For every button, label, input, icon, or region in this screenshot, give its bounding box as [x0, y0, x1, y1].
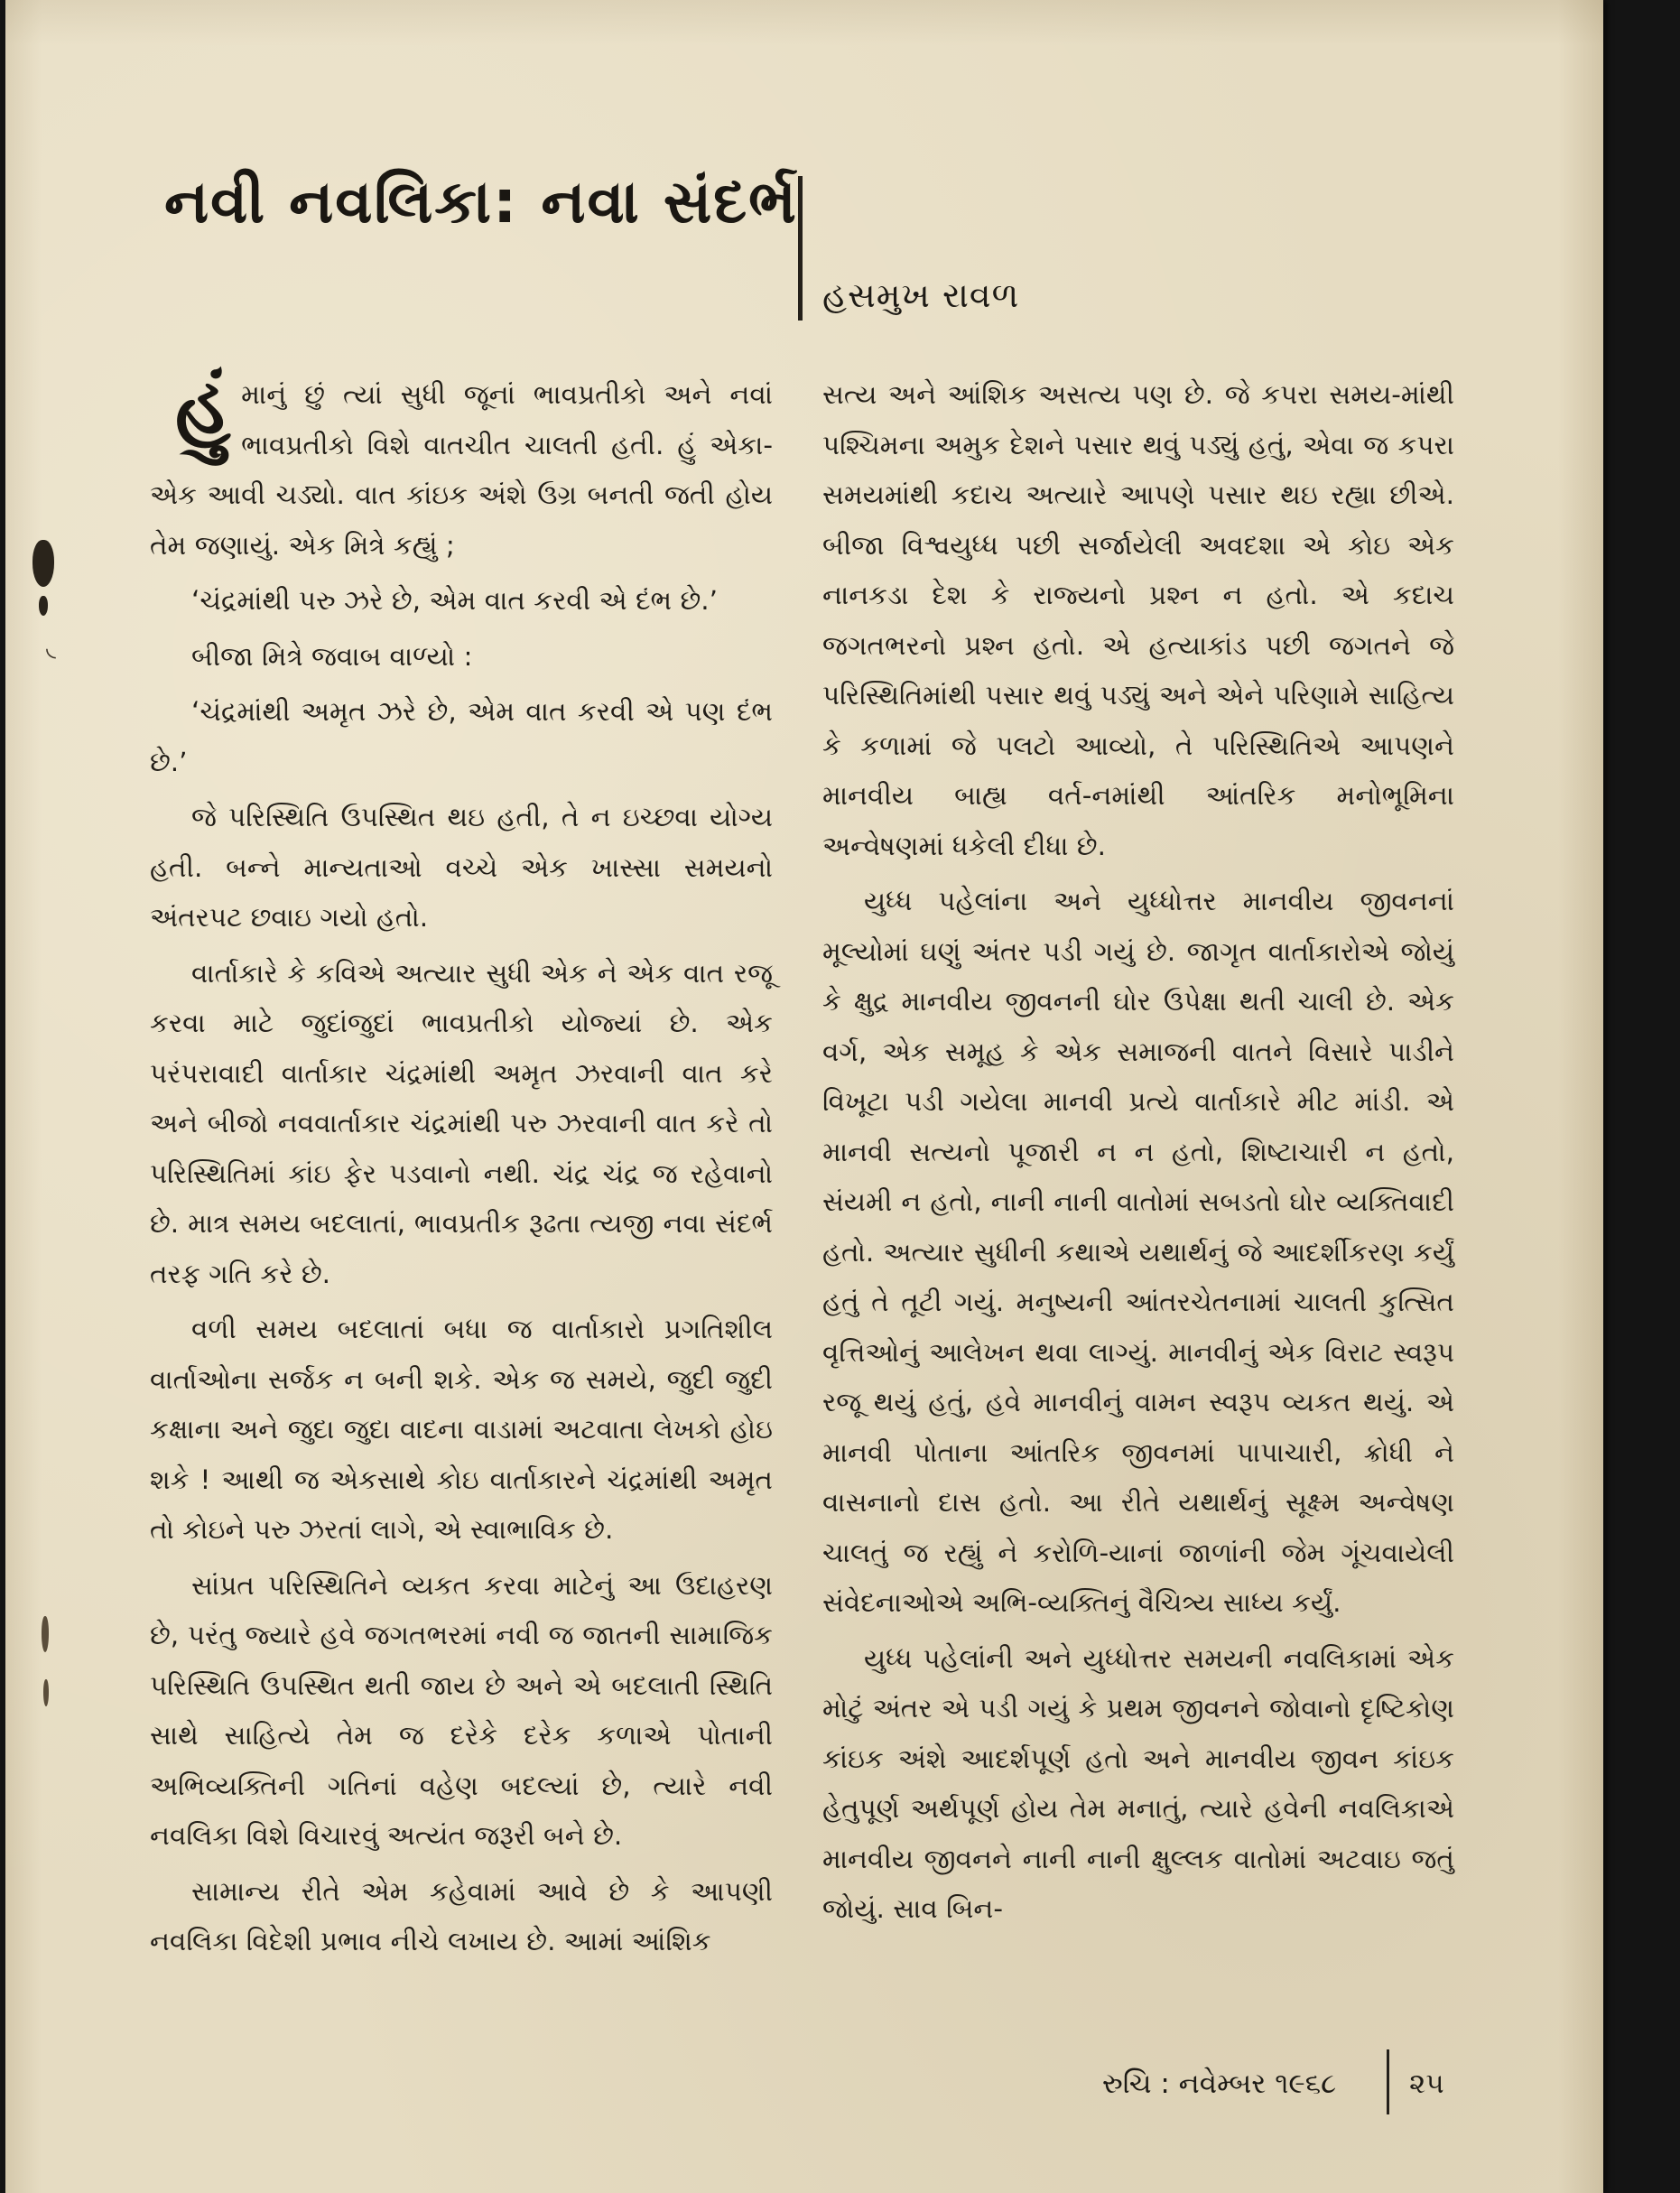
article-author: હસમુખ રાવળ	[822, 275, 1020, 315]
binding-hole	[39, 596, 48, 616]
magazine-page	[5, 0, 1603, 2193]
page-number: ૨૫	[1409, 2068, 1444, 2100]
paragraph: વળી સમય બદલાતાં બધા જ વાર્તાકારો પ્રગતિશીલ વાર્તાઓના સર્જક ન બની શકે. એક જ સમયે, જુદી જુદી કક્ષાના અને જુદા જુદા વાદના વાડામાં અટવાતા લેખકો હોઇ શકે ! આથી જ એકસાથે કોઇ વાર્તાકારને ચંદ્રમાંથી અમૃત તો કોઇને પરુ ઝરતાં લાગે, એ સ્વાભાવિક છે.	[150, 1314, 773, 1545]
paragraph: વાર્તાકારે કે કવિએ અત્યાર સુધી એક ને એક વાત રજૂ કરવા માટે જુદાંજુદાં ભાવપ્રતીકો યોજ્યાં છે. એક પરંપરાવાદી વાર્તાકાર ચંદ્રમાંથી અમૃત ઝરવાની વાત કરે અને બીજો નવવાર્તાકાર ચંદ્રમાંથી પરુ ઝરવાની વાત કરે તો પરિસ્થિતિમાં કાંઇ ફેર પડવાનો નથી. ચંદ્ર ચંદ્ર જ રહેવાનો છે. માત્ર સમય બદલાતાં, ભાવપ્રતીક રૂઢતા ત્યજી નવા સંદર્ભ તરફ ગતિ કરે છે.	[150, 957, 773, 1289]
paragraph: ‘ચંદ્રમાંથી અમૃત ઝરે છે, એમ વાત કરવી એ પણ દંભ છે.’	[150, 696, 773, 777]
footer-divider	[1387, 2049, 1389, 2114]
article-title: નવી નવલિકા: નવા સંદર્ભ	[164, 167, 798, 237]
right-text-column	[822, 370, 1454, 1940]
left-text-column	[150, 361, 773, 1973]
binding-hole	[42, 1616, 49, 1652]
paragraph: સાંપ્રત પરિસ્થિતિને વ્યકત કરવા માટેનું આ ઉદાહરણ છે, પરંતુ જ્યારે હવે જગતભરમાં નવી જ જાતની સામાજિક પરિસ્થિતિ ઉપસ્થિત થતી જાય છે અને એ બદલાતી સ્થિતિ સાથે સાહિત્યે તેમ જ દરેકે દરેક કળાએ પોતાની અભિવ્યક્તિની ગતિનાં વહેણ બદલ્યાં છે, ત્યારે નવી નવલિકા વિશે વિચારવું અત્યંત જરૂરી બને છે.	[150, 1569, 773, 1851]
title-divider	[798, 176, 803, 321]
paragraph: ‘ચંદ્રમાંથી પરુ ઝરે છે, એમ વાત કરવી એ દંભ છે.’	[191, 585, 719, 616]
paragraph: હુંમાનું છું ત્યાં સુધી જૂનાં ભાવપ્રતીકો અને નવાં ભાવપ્રતીકો વિશે વાતચીત ચાલતી હતી. હું એકા-એક આવી ચડ્યો. વાત કાંઇક અંશે ઉગ્ર બનતી જતી હોય તેમ જણાયું. એક મિત્રે કહ્યું ;	[150, 361, 773, 561]
footer-magazine-issue: રુચિ : નવેમ્બર ૧૯૬૮	[1102, 2068, 1337, 2100]
paragraph: સત્ય અને આંશિક અસત્ય પણ છે. જે કપરા સમય-માંથી પશ્ચિમના અમુક દેશને પસાર થવું પડ્યું હતું, એવા જ કપરા સમયમાંથી કદાચ અત્યારે આપણે પસાર થઇ રહ્યા છીએ. બીજા વિશ્વયુધ્ધ પછી સર્જાયેલી અવદશા એ કોઇ એક નાનકડા દેશ કે રાજ્યનો પ્રશ્ન ન હતો. એ કદાચ જગતભરનો પ્રશ્ન હતો. એ હત્યાકાંડ પછી જગતને જે પરિસ્થિતિમાંથી પસાર થવું પડ્યું અને એને પરિણામે સાહિત્ય કે કળામાં જે પલટો આવ્યો, તે પરિસ્થિતિએ આપણને માનવીય બાહ્ય વર્ત-નમાંથી આંતરિક મનોભૂમિના અન્વેષણમાં ધકેલી દીધા છે.	[822, 379, 1454, 861]
binding-hole	[32, 540, 54, 587]
paragraph: સામાન્ય રીતે એમ કહેવામાં આવે છે કે આપણી નવલિકા વિદેશી પ્રભાવ નીચે લખાય છે. આમાં આંશિક	[150, 1875, 773, 1956]
paragraph: યુધ્ધ પહેલાંના અને યુધ્ધોત્તર માનવીય જીવનનાં મૂલ્યોમાં ઘણું અંતર પડી ગયું છે. જાગૃત વાર્તાકારોએ જોયું કે ક્ષુદ્ર માનવીય જીવનની ઘોર ઉપેક્ષા થતી ચાલી છે. એક વર્ગ, એક સમૂહ કે એક સમાજની વાતને વિસારે પાડીને વિખૂટા પડી ગયેલા માનવી પ્રત્યે વાર્તાકારે મીટ માંડી. એ માનવી સત્યનો પૂજારી ન ન હતો, શિષ્ટાચારી ન હતો, સંયમી ન હતો, નાની નાની વાતોમાં સબડતો ઘોર વ્યક્તિવાદી હતો. અત્યાર સુધીની કથાએ યથાર્થનું જે આદર્શીકરણ કર્યું હતું તે તૂટી ગયું. મનુષ્યની આંતરચેતનામાં ચાલતી કુત્સિત વૃત્તિઓનું આલેખન થવા લાગ્યું. માનવીનું એક વિરાટ સ્વરૂપ રજૂ થયું હતું, હવે માનવીનું વામન સ્વરૂપ વ્યકત થયું. એ માનવી પોતાના આંતરિક જીવનમાં પાપાચારી, ક્રોધી ને વાસનાનો દાસ હતો. આ રીતે યથાર્થનું સૂક્ષ્મ અન્વેષણ ચાલતું જ રહ્યું ને કરોળિ-યાનાં જાળાંની જેમ ગૂંચવાયેલી સંવેદનાઓએ અભિ-વ્યક્તિનું વૈચિત્ર્ય સાધ્ય કર્યું.	[822, 886, 1454, 1618]
paragraph: બીજા મિત્રે જવાબ વાળ્યો :	[191, 640, 473, 672]
binding-hole	[43, 1679, 49, 1706]
paragraph: જે પરિસ્થિતિ ઉપસ્થિત થઇ હતી, તે ન ઇચ્છવા યોગ્ય હતી. બન્ને માન્યતાઓ વચ્ચે એક ખાસ્સા સમયનો અંતરપટ છવાઇ ગયો હતો.	[150, 802, 773, 933]
paragraph: યુધ્ધ પહેલાંની અને યુધ્ધોત્તર સમયની નવલિકામાં એક મોટું અંતર એ પડી ગયું કે પ્રથમ જીવનને જોવાનો દૃષ્ટિકોણ કાંઇક અંશે આદર્શપૂર્ણ હતો અને માનવીય જીવન કાંઇક હેતુપૂર્ણ અર્થપૂર્ણ હોય તેમ મનાતું, ત્યારે હવેની નવલિકાએ માનવીય જીવનને નાની નાની ક્ષુલ્લક વાતોમાં અટવાઇ જતું જોયું. સાવ બિન-	[822, 1642, 1454, 1924]
drop-cap: હું	[175, 361, 231, 451]
margin-mark: ◟	[46, 632, 56, 662]
